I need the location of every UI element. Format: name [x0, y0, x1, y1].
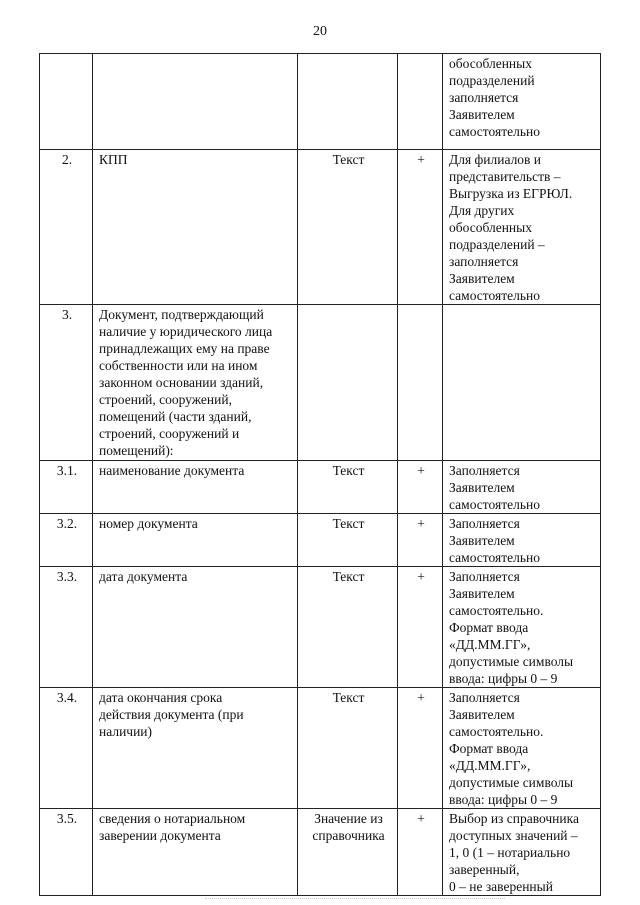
note-line: самостоятельно. — [449, 603, 544, 618]
note-cell — [443, 567, 601, 688]
required-mark-cell — [398, 54, 443, 150]
note-line: Формат ввода — [449, 620, 529, 635]
note-line: Заполняется — [449, 516, 520, 531]
row-number-cell — [40, 54, 93, 150]
note-cell — [443, 461, 601, 514]
row-number-cell: 2. — [40, 150, 93, 305]
note-line: обособленных — [449, 56, 532, 71]
type-line: Значение из — [314, 811, 383, 826]
name-line: КПП — [99, 152, 128, 167]
field-name-cell — [93, 305, 298, 461]
note-cell — [443, 514, 601, 567]
note-line: Выгрузка из ЕГРЮЛ. — [449, 186, 573, 201]
type-line: Текст — [332, 463, 365, 478]
name-line: наличии) — [99, 724, 153, 739]
name-line: наименование документа — [99, 463, 245, 478]
note-line: Заявителем — [449, 480, 515, 495]
name-line: действия документа (при — [99, 707, 244, 722]
name-line: строений, сооружений и — [99, 426, 240, 441]
note-line: подразделений — [449, 73, 535, 88]
row-number-cell: 3.4. — [40, 688, 93, 809]
type-line: справочника — [312, 828, 385, 843]
note-line: Заполняется — [449, 463, 520, 478]
name-line: помещений): — [99, 443, 174, 458]
note-line: «ДД.ММ.ГГ», — [449, 637, 531, 652]
type-line: Текст — [332, 516, 365, 531]
table-row — [40, 150, 601, 305]
field-name-cell — [93, 54, 298, 150]
note-line: заполняется — [449, 254, 519, 269]
note-line: Заявителем — [449, 707, 515, 722]
note-line: самостоятельно. — [449, 724, 544, 739]
row-number-cell: 3.1. — [40, 461, 93, 514]
note-line: Заявителем — [449, 586, 515, 601]
note-line: 0 – не заверенный — [449, 879, 553, 894]
note-cell — [443, 688, 601, 809]
name-line: дата окончания срока — [99, 690, 223, 705]
row-number-cell: 3.3. — [40, 567, 93, 688]
field-name-cell — [93, 567, 298, 688]
table-row — [40, 305, 601, 461]
name-line: дата документа — [99, 569, 188, 584]
note-line: обособленных — [449, 220, 532, 235]
table-row — [40, 514, 601, 567]
table-row — [40, 809, 601, 896]
name-line: наличие у юридического лица — [99, 324, 273, 339]
table-row — [40, 54, 601, 150]
note-line: самостоятельно — [449, 124, 540, 139]
name-line: Документ, подтверждающий — [99, 307, 264, 322]
row-number-cell: 3.5. — [40, 809, 93, 896]
note-line: Заявителем — [449, 271, 515, 286]
name-line: принадлежащих ему на праве — [99, 341, 270, 356]
field-type-cell — [298, 150, 398, 305]
note-line: ввода: цифры 0 – 9 — [449, 671, 558, 686]
page-number: 20 — [313, 24, 327, 39]
field-type-cell — [298, 688, 398, 809]
note-line: 1, 0 (1 – нотариально — [449, 845, 571, 860]
note-line: Для филиалов и — [449, 152, 542, 167]
note-line: доступных значений – — [449, 828, 578, 843]
note-line: представительств – — [449, 169, 561, 184]
row-number-cell: 3. — [40, 305, 93, 461]
note-line: самостоятельно — [449, 288, 540, 303]
note-line: самостоятельно — [449, 550, 540, 565]
note-line: самостоятельно — [449, 497, 540, 512]
note-line: подразделений – — [449, 237, 545, 252]
note-line: Выбор из справочника — [449, 811, 579, 826]
scan-edge — [205, 898, 505, 899]
note-line: Заполняется — [449, 690, 520, 705]
name-line: собственности или на ином — [99, 358, 258, 373]
field-name-cell — [93, 809, 298, 896]
requirements-table — [39, 53, 601, 896]
note-line: заверенный, — [449, 862, 520, 877]
required-mark-cell: + — [398, 567, 443, 688]
note-line: Заявителем — [449, 107, 515, 122]
type-line: Текст — [332, 152, 365, 167]
note-line: ввода: цифры 0 – 9 — [449, 792, 558, 807]
required-mark-cell: + — [398, 809, 443, 896]
name-line: номер документа — [99, 516, 198, 531]
note-line: заполняется — [449, 90, 519, 105]
name-line: строений, сооружений, — [99, 392, 232, 407]
note-cell — [443, 809, 601, 896]
field-type-cell — [298, 809, 398, 896]
row-number-cell: 3.2. — [40, 514, 93, 567]
note-line: допустимые символы — [449, 654, 574, 669]
table-row — [40, 461, 601, 514]
note-line: допустимые символы — [449, 775, 574, 790]
field-type-cell — [298, 461, 398, 514]
required-mark-cell: + — [398, 514, 443, 567]
field-type-cell — [298, 54, 398, 150]
field-name-cell — [93, 461, 298, 514]
note-cell — [443, 54, 601, 150]
note-line: Заявителем — [449, 533, 515, 548]
note-cell — [443, 150, 601, 305]
required-mark-cell: + — [398, 688, 443, 809]
type-line: Текст — [332, 690, 365, 705]
field-name-cell — [93, 514, 298, 567]
name-line: законном основании зданий, — [99, 375, 264, 390]
table-row — [40, 567, 601, 688]
field-type-cell — [298, 305, 398, 461]
name-line: помещений (части зданий, — [99, 409, 252, 424]
type-line: Текст — [332, 569, 365, 584]
field-name-cell — [93, 688, 298, 809]
required-mark-cell: + — [398, 150, 443, 305]
note-line: Для других — [449, 203, 515, 218]
note-line: «ДД.ММ.ГГ», — [449, 758, 531, 773]
field-type-cell — [298, 567, 398, 688]
table-row — [40, 688, 601, 809]
field-type-cell — [298, 514, 398, 567]
note-line: Заполняется — [449, 569, 520, 584]
required-mark-cell: + — [398, 461, 443, 514]
note-cell — [443, 305, 601, 461]
name-line: заверении документа — [99, 828, 221, 843]
note-line: Формат ввода — [449, 741, 529, 756]
required-mark-cell — [398, 305, 443, 461]
field-name-cell — [93, 150, 298, 305]
name-line: сведения о нотариальном — [99, 811, 246, 826]
